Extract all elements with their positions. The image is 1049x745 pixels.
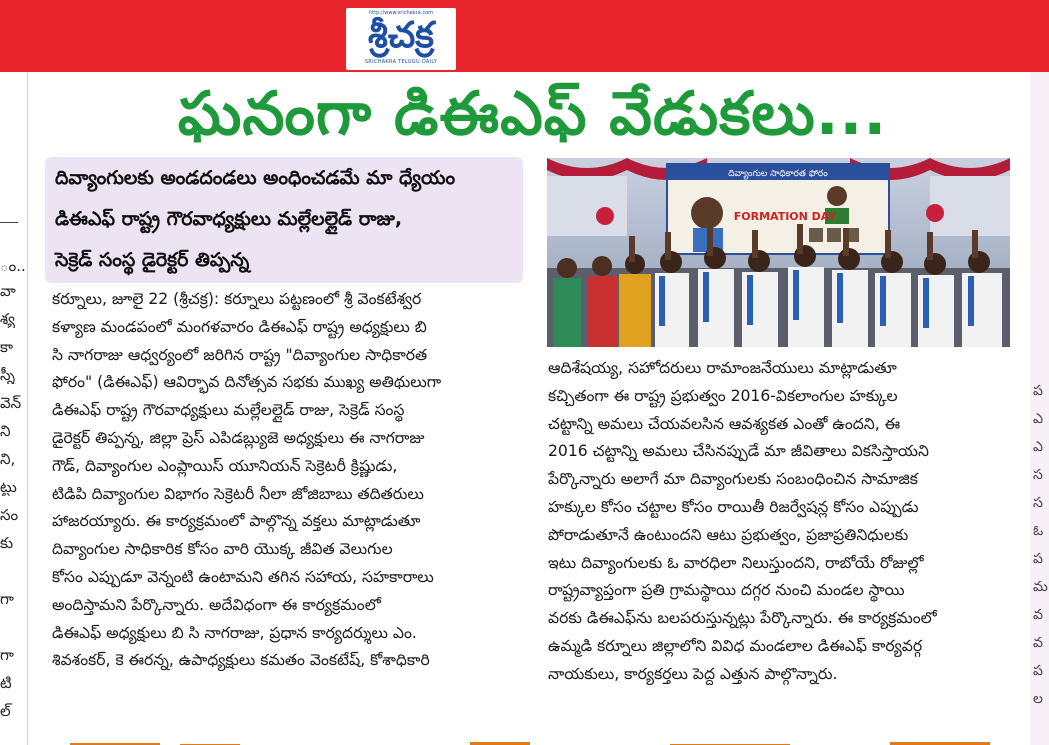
- right-fragment: ఎ: [1033, 439, 1043, 455]
- banner-title: దివ్యాంగుల సాధికారత ఫోరం: [728, 169, 828, 179]
- article-right-line: నాయకులు, కార్యకర్తలు పెద్ద ఎత్తున పాల్గొన్నారు.: [548, 664, 838, 683]
- right-fragment: స: [1033, 467, 1043, 483]
- right-fragment: ప: [1033, 383, 1043, 399]
- left-fragment: గా: [0, 590, 14, 608]
- article-right-line: పోరాడుతూనే ఉంటుందని ఆటు ప్రభుత్వం, ప్రజాప్రతినిధులకు: [548, 525, 909, 544]
- logo-text: శ్రీచక్ర: [368, 15, 434, 56]
- left-fragment: ని: [0, 422, 11, 440]
- article-left-line: ఫోరం" (డిఈఎఫ్) ఆవిర్భావ దినోత్సవ సభకు ముఖ్య అతిథులుగా: [52, 373, 442, 392]
- left-fragment: ం..: [0, 257, 26, 275]
- article-right-line: కచ్చితంగా ఈ రాష్ట్ర ప్రభుత్వం 2016-వికలాంగుల హక్కుల: [548, 386, 898, 405]
- left-fragment: కు: [0, 534, 14, 552]
- article-left-line: డైరెక్టర్ తిప్పన్న, జిల్లా ప్రెస్ ఎపిడబ్ల్యుజె అధ్యక్షులు ఈ నాగరాజు: [52, 429, 425, 447]
- article-left-line: హాజరయ్యారు. ఈ కార్యక్రమంలో పాల్గొన్న వక్తలు మాట్లాడుతూ: [52, 512, 421, 531]
- article-left-line: సి నాగరాజు ఆధ్వర్యంలో జరిగిన రాష్ట్ర "దివ్యాంగుల సాధికారత: [52, 345, 428, 364]
- article-left-line: దివ్యాంగుల సాధికారిక కోసం వారి యొక్క జీవిత వెలుగుల: [52, 540, 393, 559]
- left-fragment: గా: [0, 646, 14, 664]
- right-fragment: వ: [1033, 635, 1043, 651]
- left-fragment: ట్టు: [0, 478, 17, 496]
- left-fragment: సం: [0, 506, 19, 524]
- article-left-line: డిఈఎఫ్ రాష్ట్ర గౌరవాధ్యక్షులు మల్లేలల్లైడ్ రాజు, సెక్రెడ్ సంస్థ: [52, 401, 405, 420]
- article-left-line: కళ్యాణ మండపంలో మంగళవారం డిఈఎఫ్ రాష్ట్ర అధ్యక్షులు బి: [52, 317, 427, 336]
- left-fragment: స్నీ: [0, 366, 16, 384]
- subheadline-box: [45, 157, 523, 283]
- event-photo: [547, 158, 1010, 347]
- article-left-line: శివశంకర్, కె ఈరన్న, ఉపాధ్యక్షులు కమతం వెంకటేష్, కోశాధికారి: [52, 651, 430, 670]
- left-fragment: ల్: [0, 702, 11, 720]
- logo-tagline: SRICHAKRA TELUGU DAILY: [364, 59, 438, 65]
- article-right-line: రాష్ట్రవ్యాప్తంగా ప్రతి గ్రామస్థాయి దగ్గర నుంచి మండల స్థాయి: [548, 581, 905, 600]
- article-right-line: ఆదిశేషయ్య, సహోదరులు రామాంజనేయులు మాట్లాడుతూ: [548, 359, 897, 377]
- article-left-line: డిఈఎఫ్ అధ్యక్షులు బి సి నాగరాజు, ప్రధాన కార్యదర్శులు ఎం.: [52, 623, 417, 642]
- event-photo-illustration: [547, 158, 1010, 347]
- article-headline: ఘనంగా డిఈఎఫ్ వేడుకలు...: [177, 79, 888, 149]
- article-left-line: కర్నూలు, జూలై 22 (శ్రీచక్ర): కర్నూలు పట్టణంలో శ్రీ వెంకటేశ్వర: [52, 290, 422, 308]
- right-fragment: ప: [1033, 551, 1043, 567]
- left-fragment: శ్య: [0, 310, 15, 328]
- article-left-line: టిడిపి దివ్యాంగుల విభాగం సెక్రెటరీ నీలా జోజిబాబు తదితరులు: [52, 484, 424, 503]
- left-fragment: వెన్: [0, 394, 22, 412]
- article-right-line: పేర్కొన్నారు అలాగే మా దివ్యాంగులకు సంబంధించిన సామాజిక: [548, 470, 918, 489]
- article-right-line: చట్టాన్ని అమలు చేయవలసిన ఆవశ్యకత ఎంతో ఉందని, ఈ: [548, 414, 901, 433]
- article-right-line: 2016 చట్టాన్ని అమలు చేసినప్పుడే మా జీవితాలు వికసిస్తాయని: [548, 442, 929, 461]
- subheadline-line: సెక్రెడ్ సంస్థ డైరెక్టర్ తిప్పన్న: [55, 249, 250, 271]
- banner-formation-day: FORMATION DAY: [733, 210, 837, 223]
- right-fragment: ఓ: [1033, 523, 1044, 539]
- article-right-line: ఇటు దివ్యాంగులకు ఓ వారధిలా నిలుస్తుందని, రాబోయే రోజుల్లో: [548, 553, 924, 572]
- right-fragment: ప: [1033, 663, 1043, 679]
- article-right-line: ఉమ్మడి కర్నూలు జిల్లాలోని వివిధ మండలాల డిఈఎఫ్ కార్యవర్గ: [548, 637, 923, 655]
- article-right-line: వరకు డిఈఎఫ్‌ను బలపరుస్తున్నట్లు పేర్కొన్నారు. ఈ కార్యక్రమంలో: [548, 609, 937, 628]
- left-fragment: వా: [0, 282, 16, 300]
- article-left-line: కోసం ఎప్పుడూ వెన్నంటి ఉంటామని తగిన సహాయ, సహకారాలు: [52, 568, 434, 586]
- right-fragment: స: [1033, 495, 1043, 511]
- left-column-fragment: [0, 72, 28, 745]
- right-column-fragment: [1030, 72, 1049, 745]
- logo-url: http://www.srichakra.com: [368, 10, 434, 16]
- article-right-line: హక్కుల కోసం చట్టాల కోసం రాయితీ రిజర్వేషన్ల కోసం ఎప్పుడు: [548, 498, 919, 516]
- right-fragment: ల: [1033, 691, 1043, 707]
- next-headline-fragment: [30, 735, 1030, 745]
- right-fragment: మ: [1033, 579, 1048, 595]
- right-fragment: ఎ: [1033, 411, 1043, 427]
- subheadline-line: దివ్యాంగులకు అండదండలు అంధించడమే మా ధ్యేయం: [55, 167, 456, 189]
- column-rule: [0, 222, 18, 223]
- left-fragment: ని,: [0, 450, 16, 468]
- left-fragment: కా: [0, 338, 14, 356]
- article-left-line: గౌడ్, దివ్యాంగుల ఎంప్లాయిస్ యూనియన్ సెక్రెటరీ క్రిష్ణుడు,: [52, 456, 398, 475]
- next-headline-strokes: [30, 740, 1030, 745]
- right-fragment: వ: [1033, 607, 1043, 623]
- left-fragment: టి: [0, 674, 12, 692]
- subheadline-line: డిఈఎఫ్ రాష్ట్ర గౌరవాధ్యక్షులు మల్లేలల్లైడ్ రాజు,: [55, 208, 403, 230]
- masthead-bar: [0, 0, 1049, 72]
- newspaper-logo: [346, 8, 456, 70]
- article-left-line: అందిస్తామని పేర్కొన్నారు. అదేవిధంగా ఈ కార్యక్రమంలో: [52, 595, 381, 614]
